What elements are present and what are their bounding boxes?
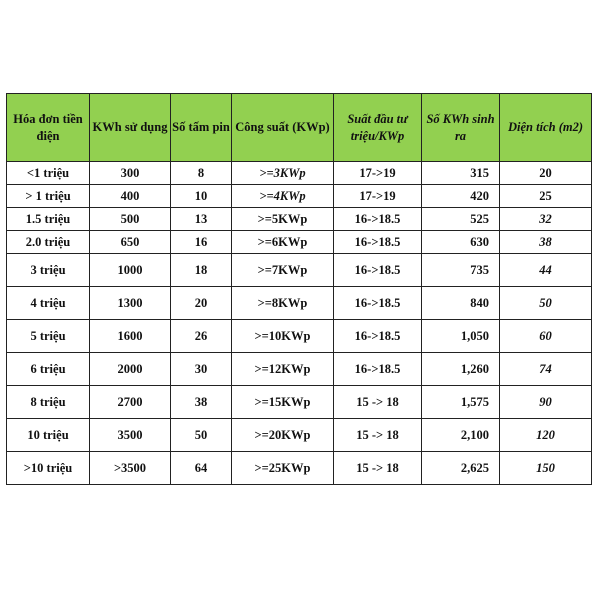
panel-count-cell: 26 [171,320,232,353]
kwh-generated-cell: 420 [422,185,500,208]
header-area: Diện tích (m2) [500,94,592,162]
area-cell: 90 [500,386,592,419]
bill-cell: 2.0 triệu [7,231,90,254]
kwh-used-cell: 400 [90,185,171,208]
area-cell: 50 [500,287,592,320]
kwh-used-cell: 3500 [90,419,171,452]
bill-cell: 5 triệu [7,320,90,353]
panel-count-cell: 10 [171,185,232,208]
table-row [7,287,592,320]
kwh-generated-cell: 735 [422,254,500,287]
bill-cell: 4 triệu [7,287,90,320]
panel-count-cell: 18 [171,254,232,287]
panel-count-cell: 13 [171,208,232,231]
kwh-generated-cell: 1,575 [422,386,500,419]
header-kwh-generated: Số KWh sinh ra [422,94,500,162]
kwh-used-cell: 1300 [90,287,171,320]
table-row [7,208,592,231]
investment-cell: 16->18.5 [334,320,422,353]
area-cell: 38 [500,231,592,254]
investment-cell: 16->18.5 [334,231,422,254]
header-row [7,94,592,162]
investment-cell: 16->18.5 [334,208,422,231]
solar-pricing-table [6,93,592,485]
capacity-cell: >=20KWp [232,419,334,452]
header-panel-count: Số tấm pin [171,94,232,162]
capacity-cell: >=5KWp [232,208,334,231]
investment-cell: 15 -> 18 [334,452,422,485]
capacity-cell: >=8KWp [232,287,334,320]
capacity-cell: >=6KWp [232,231,334,254]
kwh-used-cell: 500 [90,208,171,231]
kwh-used-cell: >3500 [90,452,171,485]
kwh-generated-cell: 315 [422,162,500,185]
header-kwh-used: KWh sử dụng [90,94,171,162]
panel-count-cell: 20 [171,287,232,320]
area-cell: 74 [500,353,592,386]
bill-cell: 1.5 triệu [7,208,90,231]
investment-cell: 15 -> 18 [334,419,422,452]
bill-cell: 10 triệu [7,419,90,452]
area-cell: 120 [500,419,592,452]
table-row [7,185,592,208]
table-row [7,353,592,386]
kwh-generated-cell: 1,260 [422,353,500,386]
bill-cell: <1 triệu [7,162,90,185]
table-row [7,386,592,419]
header-investment: Suất đầu tư triệu/KWp [334,94,422,162]
investment-cell: 16->18.5 [334,287,422,320]
panel-count-cell: 50 [171,419,232,452]
panel-count-cell: 64 [171,452,232,485]
header-capacity: Công suất (KWp) [232,94,334,162]
capacity-cell: >=7KWp [232,254,334,287]
area-cell: 32 [500,208,592,231]
kwh-used-cell: 2000 [90,353,171,386]
kwh-used-cell: 2700 [90,386,171,419]
panel-count-cell: 16 [171,231,232,254]
kwh-used-cell: 650 [90,231,171,254]
capacity-cell: >=12KWp [232,353,334,386]
investment-cell: 17->19 [334,162,422,185]
capacity-cell: >=3KWp [232,162,334,185]
investment-cell: 15 -> 18 [334,386,422,419]
header-bill: Hóa đơn tiền điện [7,94,90,162]
bill-cell: 3 triệu [7,254,90,287]
bill-cell: > 1 triệu [7,185,90,208]
capacity-cell: >=25KWp [232,452,334,485]
area-cell: 20 [500,162,592,185]
kwh-used-cell: 300 [90,162,171,185]
kwh-used-cell: 1000 [90,254,171,287]
kwh-generated-cell: 1,050 [422,320,500,353]
capacity-cell: >=10KWp [232,320,334,353]
investment-cell: 17->19 [334,185,422,208]
kwh-generated-cell: 2,625 [422,452,500,485]
investment-cell: 16->18.5 [334,353,422,386]
bill-cell: >10 triệu [7,452,90,485]
kwh-used-cell: 1600 [90,320,171,353]
table-row [7,231,592,254]
kwh-generated-cell: 2,100 [422,419,500,452]
panel-count-cell: 8 [171,162,232,185]
table-row [7,254,592,287]
area-cell: 25 [500,185,592,208]
bill-cell: 6 triệu [7,353,90,386]
capacity-cell: >=4KWp [232,185,334,208]
table-row [7,320,592,353]
table-row [7,162,592,185]
table-row [7,452,592,485]
area-cell: 150 [500,452,592,485]
investment-cell: 16->18.5 [334,254,422,287]
area-cell: 60 [500,320,592,353]
panel-count-cell: 30 [171,353,232,386]
area-cell: 44 [500,254,592,287]
table-row [7,419,592,452]
kwh-generated-cell: 840 [422,287,500,320]
bill-cell: 8 triệu [7,386,90,419]
capacity-cell: >=15KWp [232,386,334,419]
kwh-generated-cell: 525 [422,208,500,231]
panel-count-cell: 38 [171,386,232,419]
kwh-generated-cell: 630 [422,231,500,254]
